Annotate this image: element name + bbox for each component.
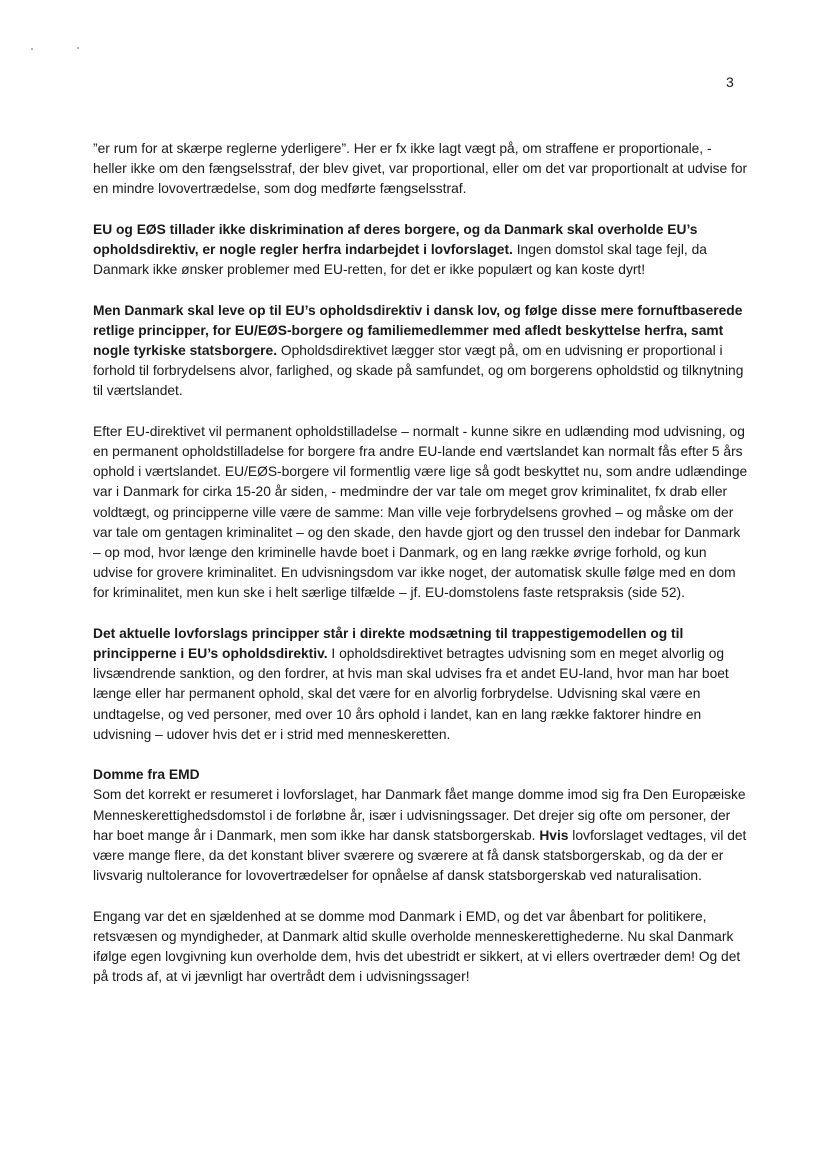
paragraph-5-bold: Det aktuelle lovforslags principper står i direkte modsætning til trappestigemodellen og til principperne i EU’s opholdsdirektiv.	[93, 625, 684, 662]
scan-speck	[31, 48, 33, 50]
section-paragraph-2: Engang var det en sjældenhed at se domme mod Danmark i EMD, og det var åbenbart for politikere, retsvæsen og myndigheder, at Danmark altid skulle overholde menneskerettighederne. Nu skal Danmark ifølge egen lovgivning kun overholde dem, hvis det ubestridt er sikkert, at vi ellers overtræder dem! Og det på trods af, at vi jævnligt har overtrådt dem i udvisningssager!	[93, 908, 741, 985]
paragraph-5	[93, 624, 749, 745]
scan-speck	[77, 47, 79, 49]
section-paragraph-1-bold: Hvis	[539, 827, 569, 843]
section-paragraph-1	[93, 785, 749, 886]
paragraph-5-text: I opholdsdirektivet betragtes udvisning som en meget alvorlig og livsændrende sanktion, og den fordrer, at hvis man skal udvises fra et andet EU-land, hvor man har boet længe eller har permanent ophold, skal det være for en alvorlig forbrydelse. Udvisning skal være en undtagelse, og ved personer, med over 10 års ophold i landet, kan en lang række faktorer hindre en udvisning – udover hvis det er i strid med menneskeretten.	[93, 646, 729, 742]
paragraph-1	[93, 139, 749, 200]
paragraph-3	[93, 301, 749, 402]
paragraph-1-text: ”er rum for at skærpe reglerne yderligere”. Her er fx ikke lagt vægt på, om straffene er proportionale, - heller ikke om den fængselsstraf, der blev givet, var proportional, eller om det var proportionalt at udvise for en mindre lovovertrædelse, som dog medførte fængselsstraf.	[93, 141, 748, 197]
paragraph-3-bold: Men Danmark skal leve op til EU’s opholdsdirektiv i dansk lov, og følge disse mere fornuftbaserede retlige principper, for EU/EØS-borgere og familiemedlemmer med afledt beskyttelse herfra, samt nogle tyrkiske statsborgere.	[93, 302, 743, 358]
page-number: 3	[726, 74, 734, 90]
paragraph-2	[93, 220, 749, 281]
document-body	[93, 139, 749, 1008]
paragraph-4	[93, 422, 749, 604]
paragraph-3-text: Opholdsdirektivet lægger stor vægt på, om en udvisning er proportional i forhold til forbrydelsens alvor, farlighed, og skade på samfundet, og om borgerens opholdstid og tilknytning til værtslandet.	[93, 343, 744, 399]
section-heading: Domme fra EMD	[93, 767, 200, 783]
section-paragraph-1-after: lovforslaget vedtages, vil det være mange flere, da det konstant bliver sværere og sværere at få dansk statsborgerskab, og da der er livsvarig nultolerance for lovovertrædelser for opnåelse af dansk statsborgerskab ved naturalisation.	[93, 827, 747, 884]
paragraph-2-bold: EU og EØS tillader ikke diskrimination af deres borgere, og da Danmark skal overholde EU’s opholdsdirektiv, er nogle regler herfra indarbejdet i lovforslaget.	[93, 221, 698, 257]
paragraph-4-text: Efter EU-direktivet vil permanent opholdstilladelse – normalt - kunne sikre en udlænding mod udvisning, og en permanent opholdstilladelse for borgere fra andre EU-lande end værtslandet kan normalt fås efter 5 års ophold i værtslandet. EU/EØS-borgere vil formentlig være lige så godt beskyttet nu, som andre udlændinge var i Danmark for cirka 15-20 år siden, - medmindre der var tale om meget grov kriminalitet, fx drab eller voldtægt, og principperne ville være de samme: Man ville veje forbrydelsens grovhed – og måske om der var tale om gentagen kriminalitet – og den skade, den havde gjort og den trussel den indebar for Danmark – op mod, hvor længe den kriminelle havde boet i Danmark, og en lang række øvrige forhold, og kun udvise for grovere kriminalitet. En udvisningsdom var ikke noget, der automatisk skulle følge med en dom for kriminalitet, men kun ske i helt særlige tilfælde – jf. EU-domstolens faste retspraksis (side 52).	[93, 423, 748, 601]
paragraph-2-text: Ingen domstol skal tage fejl, da Danmark ikke ønsker problemer med EU-retten, for det er ikke populært og kan koste dyrt!	[93, 242, 707, 278]
section-paragraph-1-before: Som det korrekt er resumeret i lovforslaget, har Danmark fået mange domme imod sig fra Den Europæiske Menneskerettighedsdomstol i de forløbne år, især i udvisningssager. Det drejer sig ofte om personer, der har boet mange år i Danmark, men som ikke har dansk statsborgerskab.	[93, 787, 746, 843]
